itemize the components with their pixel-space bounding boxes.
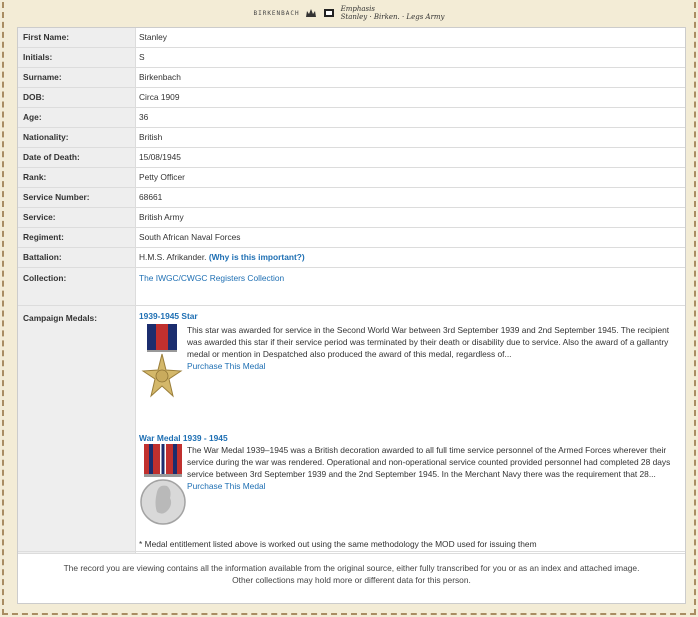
medal-description: [187, 324, 679, 372]
field-label: First Name:: [18, 28, 136, 48]
record-footer: [18, 551, 685, 603]
record-row: [18, 208, 685, 228]
field-value: Birkenbach: [136, 68, 686, 88]
purchase-medal-link[interactable]: Purchase This Medal: [187, 481, 266, 491]
field-label: DOB:: [18, 88, 136, 108]
record-row: [18, 28, 685, 48]
field-label: Age:: [18, 108, 136, 128]
field-value: Stanley: [136, 28, 686, 48]
record-row-collection: [18, 268, 685, 306]
collection-link[interactable]: The IWGC/CWGC Registers Collection: [139, 273, 285, 283]
handwritten-entry: [341, 5, 445, 21]
medal-title-link[interactable]: War Medal 1939 - 1945: [139, 433, 228, 443]
field-value: South African Naval Forces: [136, 228, 686, 248]
record-row-campaign-medals: [18, 306, 685, 554]
medal-entry-war: [139, 433, 685, 443]
medal-description-text: This star was awarded for service in the Second World War between 3rd September 1939 and 2nd September 1945. The recipient was awarded this star if their service period was terminated by their death or disability due to service. Also the award of a gallantry medal or mention in Despatched also produced the award of this medal, regardless of...: [187, 325, 670, 359]
field-value: 68661: [136, 188, 686, 208]
field-label: Nationality:: [18, 128, 136, 148]
field-label: Surname:: [18, 68, 136, 88]
field-value: Circa 1909: [136, 88, 686, 108]
handwritten-line-1: Emphasis: [340, 5, 375, 13]
field-label: Date of Death:: [18, 148, 136, 168]
field-label: Battalion:: [18, 248, 136, 268]
field-value: S: [136, 48, 686, 68]
record-row: [18, 228, 685, 248]
field-label: Rank:: [18, 168, 136, 188]
medal-title-link[interactable]: 1939-1945 Star: [139, 311, 198, 321]
field-label: Regiment:: [18, 228, 136, 248]
battalion-value: H.M.S. Afrikander.: [139, 252, 207, 262]
field-label: Service Number:: [18, 188, 136, 208]
field-value: 15/08/1945: [136, 148, 686, 168]
record-row: [18, 48, 685, 68]
record-row: [18, 128, 685, 148]
purchase-medal-link[interactable]: Purchase This Medal: [187, 361, 266, 371]
record-row: [18, 188, 685, 208]
field-value: Petty Officer: [136, 168, 686, 188]
medal-entry-star: [139, 311, 685, 321]
medal-entitlement-note: * Medal entitlement listed above is worked out using the same methodology the MOD used for issuing them: [139, 539, 537, 549]
record-table: [18, 28, 685, 554]
record-row: [18, 148, 685, 168]
medal-description-text: The War Medal 1939–1945 was a British decoration awarded to all full time service personnel of the Armed Forces wherever their service during the war was rendered. Operational and non-operational service counted provided personnel had completed 28 days service between 3rd September 1939 and the 2nd September 1945. In the Merchant Navy there was the requirement that 28...: [187, 445, 671, 479]
printed-surname: BIRKENBACH: [253, 9, 300, 17]
record-panel: [17, 27, 686, 604]
footer-line-1: The record you are viewing contains all the information available from the original source, either fully transcribed for you or as an index and attached image.: [63, 563, 640, 573]
record-row: [18, 68, 685, 88]
medal-description: [187, 444, 679, 492]
campaign-medals-cell: [136, 306, 686, 554]
emblem-icon: [323, 8, 336, 18]
field-label: Service:: [18, 208, 136, 228]
record-row-battalion: [18, 248, 685, 268]
field-label: Campaign Medals:: [18, 306, 136, 554]
field-value: [136, 248, 686, 268]
field-value: British Army: [136, 208, 686, 228]
footer-line-2: Other collections may hold more or different data for this person.: [232, 575, 471, 585]
field-value: 36: [136, 108, 686, 128]
crest-icon: [305, 8, 318, 18]
why-important-link[interactable]: (Why is this important?): [208, 252, 305, 262]
field-label: Collection:: [18, 268, 136, 306]
handwritten-line-2: Stanley · Birken. · Legs Army: [340, 13, 445, 21]
war-medal-icon[interactable]: [139, 444, 187, 532]
record-row: [18, 108, 685, 128]
star-medal-icon[interactable]: [139, 324, 187, 406]
record-row: [18, 168, 685, 188]
document-header-strip: [0, 0, 698, 26]
record-row: [18, 88, 685, 108]
field-value: British: [136, 128, 686, 148]
field-label: Initials:: [18, 48, 136, 68]
field-value: [136, 268, 686, 306]
